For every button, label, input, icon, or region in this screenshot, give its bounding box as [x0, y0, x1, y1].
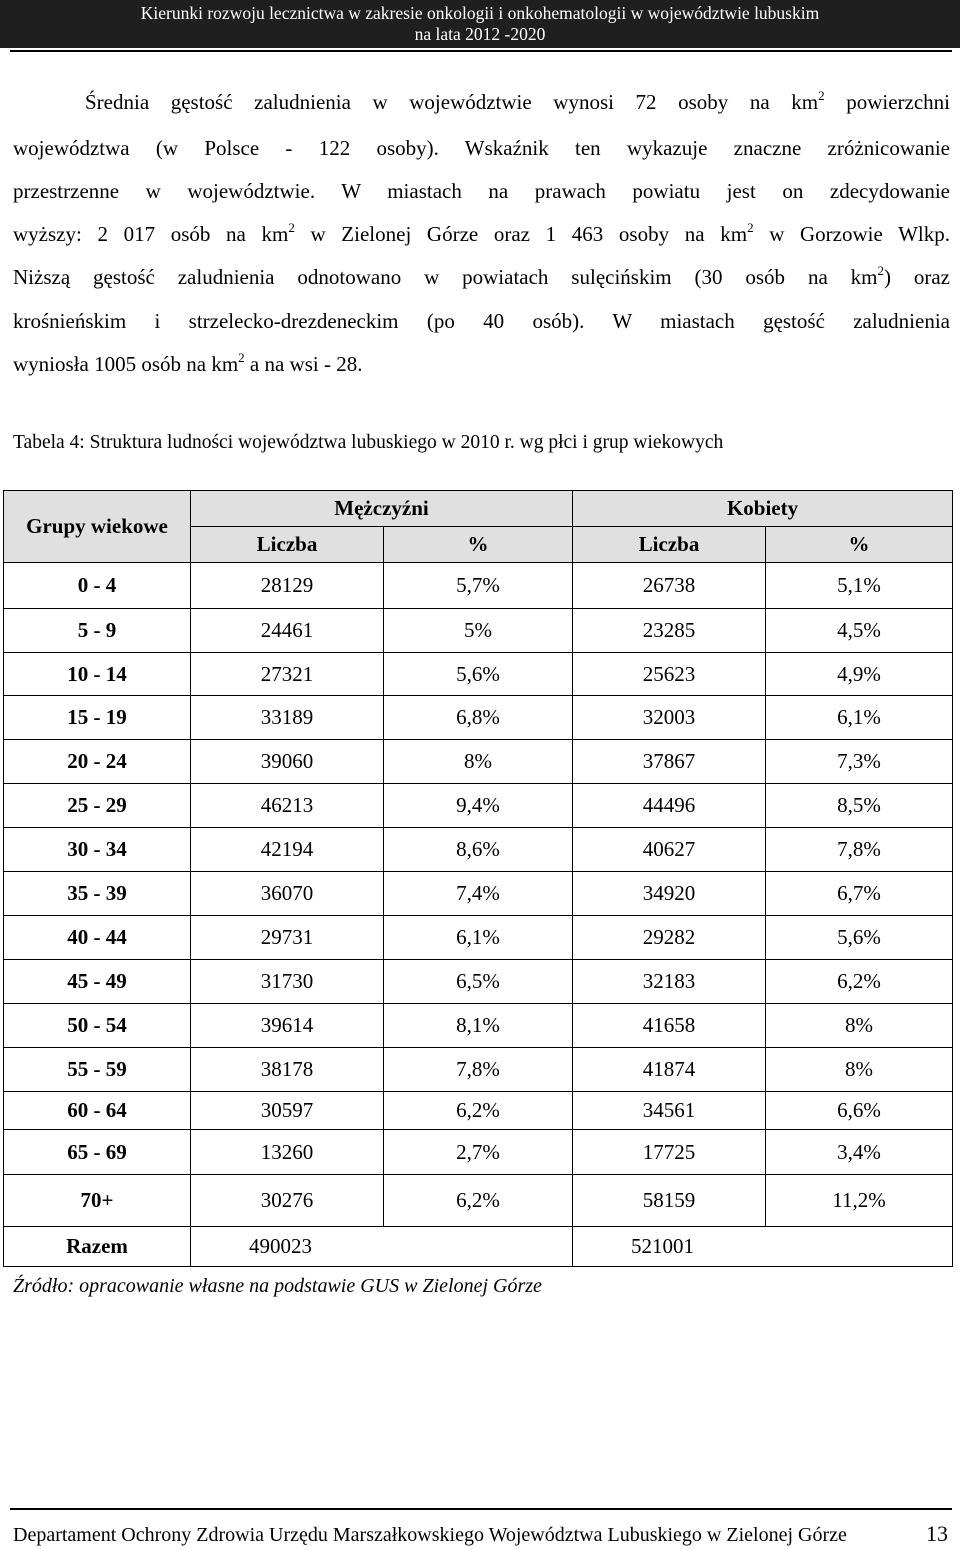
total-women: 521001 — [573, 1227, 953, 1267]
page-header — [0, 0, 960, 48]
men-pct-cell: 6,2% — [384, 1092, 573, 1130]
paragraph-line-5: Niższą gęstość zaludnienia odnotowano w powiatach sulęcińskim (30 osób na $km^2$) oraz — [13, 263, 950, 289]
women-count-cell: 41874 — [573, 1048, 766, 1092]
age-group-cell: 25 - 29 — [4, 784, 191, 828]
men-count-cell: 30597 — [191, 1092, 384, 1130]
age-group-cell: 10 - 14 — [4, 653, 191, 696]
header-women-pct: % — [766, 527, 953, 563]
age-group-cell: 50 - 54 — [4, 1004, 191, 1048]
women-pct-cell: 8% — [766, 1048, 953, 1092]
table-row — [4, 609, 953, 653]
women-pct-cell: 7,8% — [766, 828, 953, 872]
women-pct-cell: 6,1% — [766, 696, 953, 740]
men-pct-cell: 6,8% — [384, 696, 573, 740]
age-group-cell: 20 - 24 — [4, 740, 191, 784]
women-pct-cell: 6,7% — [766, 872, 953, 916]
men-count-cell: 31730 — [191, 960, 384, 1004]
women-count-cell: 26738 — [573, 563, 766, 609]
women-pct-cell: 5,1% — [766, 563, 953, 609]
age-group-cell: 5 - 9 — [4, 609, 191, 653]
men-pct-cell: 8% — [384, 740, 573, 784]
table-row — [4, 740, 953, 784]
women-pct-cell: 4,9% — [766, 653, 953, 696]
table-row — [4, 1092, 953, 1130]
women-count-cell: 32183 — [573, 960, 766, 1004]
women-pct-cell: 4,5% — [766, 609, 953, 653]
men-pct-cell: 2,7% — [384, 1130, 573, 1175]
paragraph-line-3: przestrzenne w województwie. W miastach na prawach powiatu jest on zdecydowanie — [13, 179, 950, 203]
women-count-cell: 25623 — [573, 653, 766, 696]
women-count-cell: 58159 — [573, 1175, 766, 1227]
header-men-count: Liczba — [191, 527, 384, 563]
women-pct-cell: 5,6% — [766, 916, 953, 960]
women-count-cell: 44496 — [573, 784, 766, 828]
age-group-cell: 35 - 39 — [4, 872, 191, 916]
header-divider — [10, 50, 952, 52]
paragraph-line-2: województwa (w Polsce - 122 osoby). Wskaźnik ten wykazuje znaczne zróżnicowanie — [13, 136, 950, 160]
women-pct-cell: 3,4% — [766, 1130, 953, 1175]
men-count-cell: 39614 — [191, 1004, 384, 1048]
table-row — [4, 872, 953, 916]
age-group-cell: 65 - 69 — [4, 1130, 191, 1175]
men-pct-cell: 7,4% — [384, 872, 573, 916]
header-women-count: Liczba — [573, 527, 766, 563]
table-row — [4, 784, 953, 828]
men-pct-cell: 7,8% — [384, 1048, 573, 1092]
men-pct-cell: 6,5% — [384, 960, 573, 1004]
men-count-cell: 33189 — [191, 696, 384, 740]
women-count-cell: 40627 — [573, 828, 766, 872]
table-row — [4, 960, 953, 1004]
table-row — [4, 1048, 953, 1092]
men-count-cell: 39060 — [191, 740, 384, 784]
age-group-cell: 70+ — [4, 1175, 191, 1227]
men-count-cell: 13260 — [191, 1130, 384, 1175]
women-count-cell: 29282 — [573, 916, 766, 960]
table-row — [4, 563, 953, 609]
women-pct-cell: 6,6% — [766, 1092, 953, 1130]
table-row — [4, 1130, 953, 1175]
men-count-cell: 38178 — [191, 1048, 384, 1092]
total-label: Razem — [4, 1227, 191, 1267]
table-row — [4, 916, 953, 960]
men-count-cell: 28129 — [191, 563, 384, 609]
women-count-cell: 34920 — [573, 872, 766, 916]
table-source: Źródło: opracowanie własne na podstawie GUS w Zielonej Górze — [13, 1275, 542, 1297]
paragraph-line-4: wyższy: 2 017 osób na $km^2$ w Zielonej Górze oraz 1 463 osoby na $km^2$ w Gorzowie Wlkp. — [13, 220, 950, 246]
header-men-pct: % — [384, 527, 573, 563]
age-group-cell: 60 - 64 — [4, 1092, 191, 1130]
table-row — [4, 828, 953, 872]
women-count-cell: 32003 — [573, 696, 766, 740]
paragraph-line-6: krośnieńskim i strzelecko-drezdeneckim (po 40 osób). W miastach gęstość zaludnienia — [13, 309, 950, 333]
table-total-row — [4, 1227, 953, 1267]
header-title: Kierunki rozwoju lecznictwa w zakresie onkologii i onkohematologii w województwie lubuskim — [140, 3, 820, 23]
footer-department: Departament Ochrony Zdrowia Urzędu Marszałkowskiego Województwa Lubuskiego w Zielonej Górze — [13, 1524, 847, 1546]
men-pct-cell: 9,4% — [384, 784, 573, 828]
age-group-cell: 15 - 19 — [4, 696, 191, 740]
age-group-cell: 40 - 44 — [4, 916, 191, 960]
header-women: Kobiety — [573, 491, 953, 527]
header-subtitle: na lata 2012 -2020 — [414, 24, 546, 44]
men-count-cell: 30276 — [191, 1175, 384, 1227]
men-pct-cell: 5,7% — [384, 563, 573, 609]
page-number: 13 — [926, 1521, 948, 1546]
men-pct-cell: 5% — [384, 609, 573, 653]
men-count-cell: 27321 — [191, 653, 384, 696]
men-count-cell: 24461 — [191, 609, 384, 653]
women-pct-cell: 6,2% — [766, 960, 953, 1004]
age-group-cell: 30 - 34 — [4, 828, 191, 872]
population-table — [3, 490, 953, 1267]
men-pct-cell: 8,6% — [384, 828, 573, 872]
women-pct-cell: 11,2% — [766, 1175, 953, 1227]
women-count-cell: 17725 — [573, 1130, 766, 1175]
women-count-cell: 23285 — [573, 609, 766, 653]
total-men: 490023 — [191, 1227, 573, 1267]
men-pct-cell: 8,1% — [384, 1004, 573, 1048]
men-pct-cell: 5,6% — [384, 653, 573, 696]
women-pct-cell: 8,5% — [766, 784, 953, 828]
men-count-cell: 29731 — [191, 916, 384, 960]
paragraph-line-7: wyniosła 1005 osób na $km^2$ a na wsi - 28. — [13, 350, 363, 376]
women-count-cell: 34561 — [573, 1092, 766, 1130]
paragraph-line-1: Średnia gęstość zaludnienia w województwie wynosi 72 osoby na $km^2$ powierzchni — [85, 88, 950, 114]
table-caption: Tabela 4: Struktura ludności województwa lubuskiego w 2010 r. wg płci i grup wiekowych — [13, 432, 724, 453]
women-count-cell: 41658 — [573, 1004, 766, 1048]
women-pct-cell: 8% — [766, 1004, 953, 1048]
table-row — [4, 696, 953, 740]
women-count-cell: 37867 — [573, 740, 766, 784]
age-group-cell: 55 - 59 — [4, 1048, 191, 1092]
men-pct-cell: 6,2% — [384, 1175, 573, 1227]
footer-divider — [10, 1508, 952, 1510]
men-count-cell: 36070 — [191, 872, 384, 916]
table-row — [4, 653, 953, 696]
age-group-cell: 0 - 4 — [4, 563, 191, 609]
women-pct-cell: 7,3% — [766, 740, 953, 784]
header-age-groups: Grupy wiekowe — [4, 491, 191, 563]
age-group-cell: 45 - 49 — [4, 960, 191, 1004]
table-row — [4, 1175, 953, 1227]
men-count-cell: 42194 — [191, 828, 384, 872]
table-row — [4, 1004, 953, 1048]
header-men: Mężczyźni — [191, 491, 573, 527]
men-count-cell: 46213 — [191, 784, 384, 828]
men-pct-cell: 6,1% — [384, 916, 573, 960]
